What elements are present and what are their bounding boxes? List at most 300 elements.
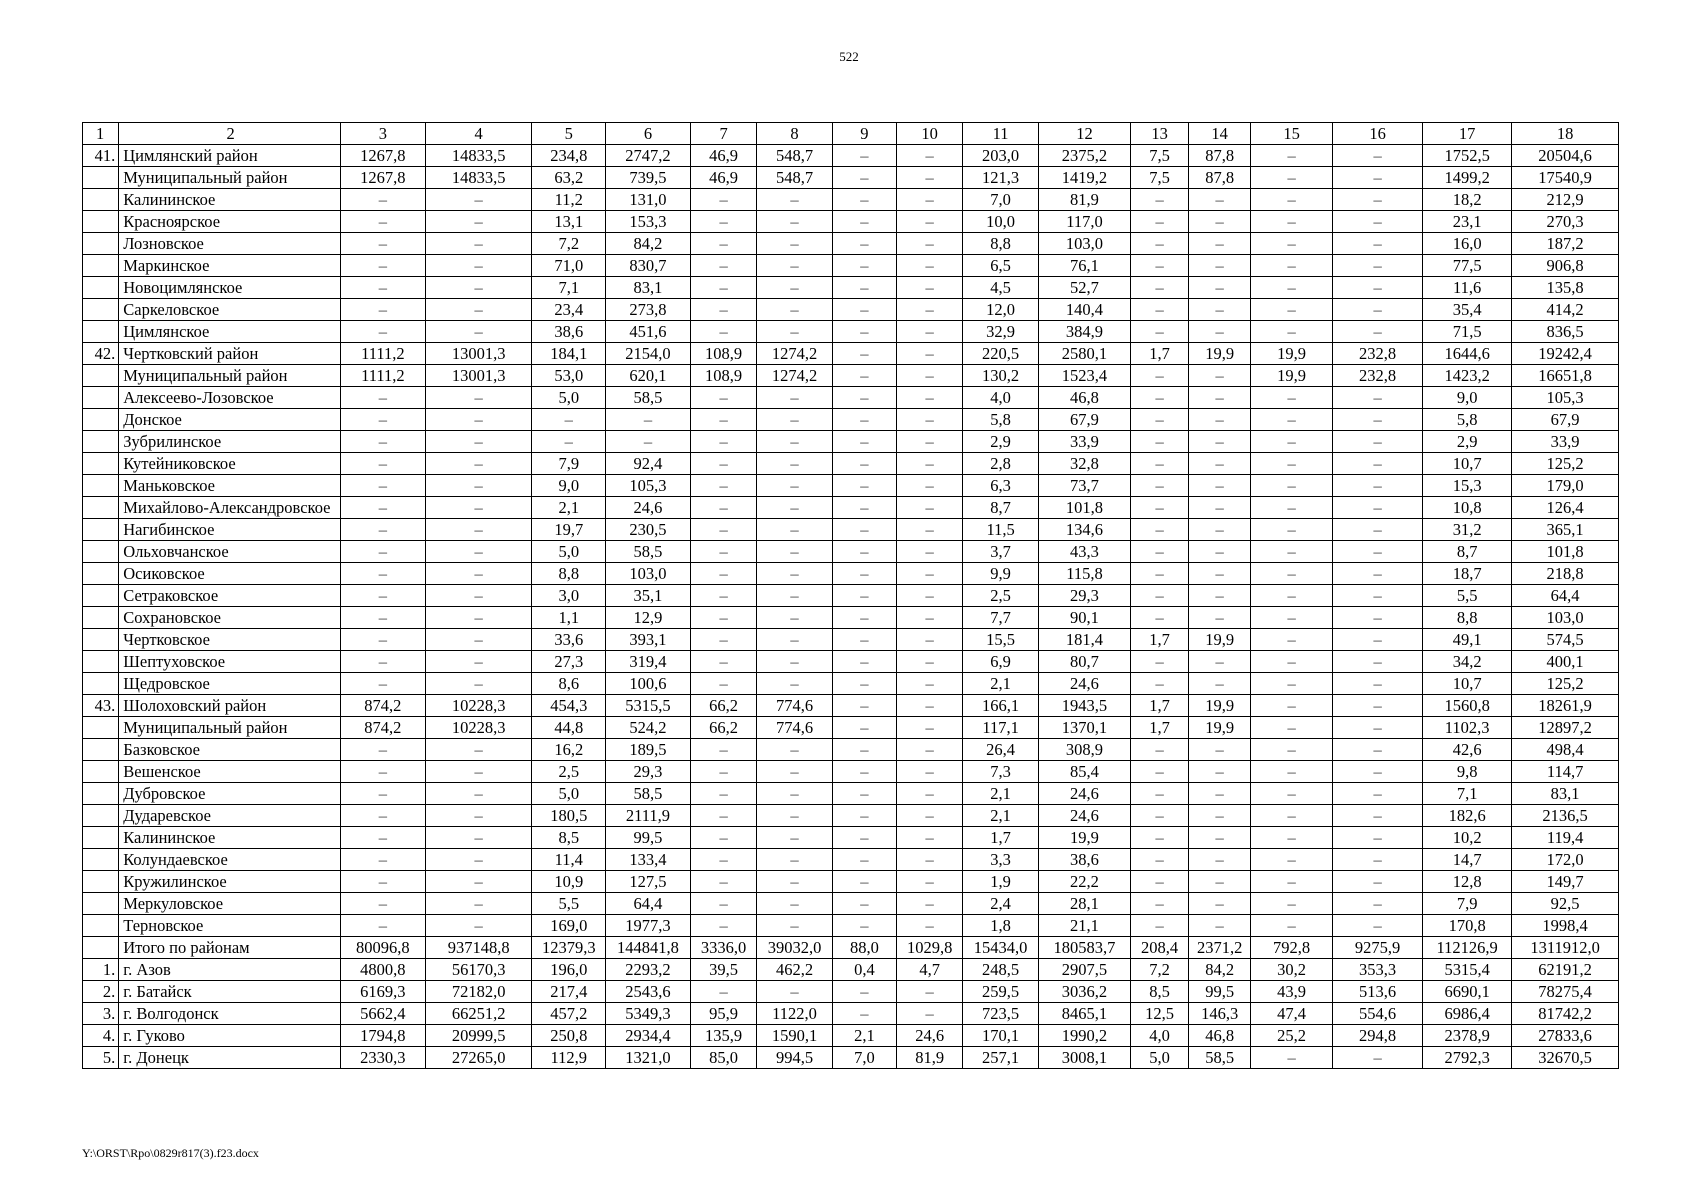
table-row [83,739,1619,761]
value-cell: 5,0 [1131,1047,1189,1069]
value-cell: – [690,915,756,937]
value-cell: 8,6 [532,673,606,695]
row-number-cell [83,299,119,321]
value-cell: – [897,365,963,387]
value-cell: – [1333,299,1423,321]
value-cell: – [757,585,833,607]
value-cell: 133,4 [606,849,691,871]
value-cell: – [1333,475,1423,497]
value-cell: 8,7 [1423,541,1512,563]
value-cell: 2136,5 [1512,805,1619,827]
value-cell: – [425,453,532,475]
value-cell: – [897,893,963,915]
row-name-cell: Муниципальный район [119,167,341,189]
value-cell: – [897,695,963,717]
value-cell: 16,0 [1423,233,1512,255]
value-cell: – [690,871,756,893]
value-cell: – [832,233,896,255]
value-cell: – [757,871,833,893]
value-cell: – [1251,915,1333,937]
value-cell: – [1251,563,1333,585]
row-name-cell: Колундаевское [119,849,341,871]
row-number-cell [83,585,119,607]
value-cell: 19,9 [1251,343,1333,365]
value-cell: 56170,3 [425,959,532,981]
value-cell: – [897,255,963,277]
value-cell: – [1251,585,1333,607]
value-cell: – [897,871,963,893]
value-cell: 1274,2 [757,343,833,365]
row-name-cell: г. Гуково [119,1025,341,1047]
table-row [83,299,1619,321]
value-cell: 1,7 [1131,343,1189,365]
value-cell: – [1333,717,1423,739]
value-cell: 47,4 [1251,1003,1333,1025]
row-number-cell [83,431,119,453]
value-cell: 1794,8 [340,1025,425,1047]
value-cell: – [1131,255,1189,277]
value-cell: 92,5 [1512,893,1619,915]
table-row [83,783,1619,805]
table-row [83,717,1619,739]
value-cell: – [340,585,425,607]
value-cell: – [340,299,425,321]
value-cell: 7,3 [963,761,1039,783]
value-cell: 7,1 [532,277,606,299]
value-cell: – [1251,761,1333,783]
table-row [83,805,1619,827]
value-cell: 273,8 [606,299,691,321]
value-cell: 19,9 [1189,695,1251,717]
header-cell: 17 [1423,123,1512,145]
value-cell: – [1189,849,1251,871]
row-number-cell [83,805,119,827]
value-cell: 212,9 [1512,189,1619,211]
value-cell: – [757,761,833,783]
value-cell: – [340,497,425,519]
value-cell: – [690,761,756,783]
row-number-cell [83,739,119,761]
value-cell: – [832,519,896,541]
row-number-cell: 41. [83,145,119,167]
value-cell: – [832,607,896,629]
value-cell: 58,5 [1189,1047,1251,1069]
value-cell: – [340,541,425,563]
value-cell: 24,6 [897,1025,963,1047]
value-cell: – [1251,431,1333,453]
value-cell: – [425,255,532,277]
value-cell: 774,6 [757,695,833,717]
value-cell: – [1251,849,1333,871]
value-cell: 95,9 [690,1003,756,1025]
value-cell: – [690,277,756,299]
row-number-cell [83,915,119,937]
header-cell: 11 [963,123,1039,145]
value-cell: 73,7 [1038,475,1130,497]
value-cell: – [1189,387,1251,409]
value-cell: 6690,1 [1423,981,1512,1003]
value-cell: – [340,805,425,827]
value-cell: 2934,4 [606,1025,691,1047]
row-name-cell: Осиковское [119,563,341,585]
value-cell: – [690,299,756,321]
value-cell: – [340,277,425,299]
value-cell: – [425,849,532,871]
value-cell: – [1131,365,1189,387]
row-number-cell: 43. [83,695,119,717]
value-cell: – [1189,805,1251,827]
value-cell: 64,4 [606,893,691,915]
value-cell: 10,7 [1423,673,1512,695]
value-cell: – [690,409,756,431]
value-cell: 2,4 [963,893,1039,915]
value-cell: – [897,607,963,629]
row-name-cell: Саркеловское [119,299,341,321]
table-row [83,453,1619,475]
value-cell: 548,7 [757,145,833,167]
row-number-cell [83,167,119,189]
value-cell: – [757,387,833,409]
value-cell: 7,0 [963,189,1039,211]
value-cell: 11,2 [532,189,606,211]
value-cell: – [1251,739,1333,761]
value-cell: 20504,6 [1512,145,1619,167]
value-cell: – [1251,805,1333,827]
value-cell: – [1131,475,1189,497]
value-cell: 2,9 [963,431,1039,453]
value-cell: – [832,1003,896,1025]
value-cell: – [1251,167,1333,189]
value-cell: 71,0 [532,255,606,277]
value-cell: – [425,233,532,255]
value-cell: 10228,3 [425,717,532,739]
header-cell: 6 [606,123,691,145]
value-cell: – [757,563,833,585]
row-number-cell [83,321,119,343]
value-cell: 1029,8 [897,937,963,959]
value-cell: – [425,541,532,563]
value-cell: 125,2 [1512,673,1619,695]
value-cell: – [1189,761,1251,783]
value-cell: 5,0 [532,783,606,805]
table-row [83,211,1619,233]
value-cell: – [832,277,896,299]
value-cell: 5349,3 [606,1003,691,1025]
value-cell: 117,0 [1038,211,1130,233]
value-cell: 19,9 [1251,365,1333,387]
value-cell: 20999,5 [425,1025,532,1047]
value-cell: 248,5 [963,959,1039,981]
row-name-cell: Красноярское [119,211,341,233]
value-cell: 12,8 [1423,871,1512,893]
value-cell: 84,2 [606,233,691,255]
value-cell: 2580,1 [1038,343,1130,365]
row-number-cell [83,277,119,299]
value-cell: – [832,805,896,827]
value-cell: 1590,1 [757,1025,833,1047]
value-cell: – [1333,629,1423,651]
value-cell: 64,4 [1512,585,1619,607]
value-cell: – [1251,409,1333,431]
value-cell: – [897,387,963,409]
table-row [83,937,1619,959]
value-cell: – [897,563,963,585]
value-cell: 1267,8 [340,145,425,167]
row-number-cell [83,189,119,211]
value-cell: 6,3 [963,475,1039,497]
value-cell: – [897,321,963,343]
value-cell: 58,5 [606,783,691,805]
row-number-cell [83,541,119,563]
value-cell: 3,7 [963,541,1039,563]
value-cell: 105,3 [1512,387,1619,409]
row-number-cell [83,937,119,959]
value-cell: – [1131,497,1189,519]
value-cell: 7,9 [1423,893,1512,915]
table-row [83,629,1619,651]
value-cell: 16,2 [532,739,606,761]
row-name-cell: Вешенское [119,761,341,783]
value-cell: – [1333,695,1423,717]
value-cell: – [690,805,756,827]
value-cell: – [757,211,833,233]
value-cell: – [832,871,896,893]
value-cell: – [757,497,833,519]
value-cell: 8,5 [532,827,606,849]
value-cell: 43,3 [1038,541,1130,563]
value-cell: – [1333,1047,1423,1069]
row-name-cell: Итого по районам [119,937,341,959]
value-cell: – [690,893,756,915]
value-cell: 2,1 [963,805,1039,827]
value-cell: – [425,607,532,629]
table-row [83,255,1619,277]
value-cell: – [340,915,425,937]
value-cell: 8465,1 [1038,1003,1130,1025]
value-cell: – [897,717,963,739]
value-cell: 90,1 [1038,607,1130,629]
row-name-cell: Нагибинское [119,519,341,541]
value-cell: 12,9 [606,607,691,629]
row-number-cell: 1. [83,959,119,981]
value-cell: 33,9 [1038,431,1130,453]
value-cell: – [1333,651,1423,673]
value-cell: 2,9 [1423,431,1512,453]
value-cell: – [832,629,896,651]
value-cell: – [1131,585,1189,607]
value-cell: – [1251,475,1333,497]
value-cell: – [1131,519,1189,541]
value-cell: 5315,4 [1423,959,1512,981]
value-cell: 7,9 [532,453,606,475]
header-cell: 3 [340,123,425,145]
value-cell: – [425,431,532,453]
value-cell: – [1131,387,1189,409]
value-cell: 140,4 [1038,299,1130,321]
value-cell: 232,8 [1333,343,1423,365]
value-cell: 84,2 [1189,959,1251,981]
row-name-cell: Алексеево-Лозовское [119,387,341,409]
header-cell: 8 [757,123,833,145]
value-cell: – [832,783,896,805]
value-cell: – [897,189,963,211]
value-cell: 10,0 [963,211,1039,233]
value-cell: 18,2 [1423,189,1512,211]
value-cell: – [1251,673,1333,695]
value-cell: 100,6 [606,673,691,695]
value-cell: – [532,409,606,431]
value-cell: – [1131,849,1189,871]
value-cell: 2,1 [963,673,1039,695]
table-row [83,1025,1619,1047]
value-cell: – [832,453,896,475]
value-cell: 80096,8 [340,937,425,959]
value-cell: 1423,2 [1423,365,1512,387]
value-cell: – [340,563,425,585]
value-cell: 2,5 [963,585,1039,607]
value-cell: 3036,2 [1038,981,1130,1003]
value-cell: 16651,8 [1512,365,1619,387]
value-cell: 38,6 [1038,849,1130,871]
value-cell: – [425,519,532,541]
value-cell: 10,2 [1423,827,1512,849]
row-name-cell: г. Донецк [119,1047,341,1069]
table-row [83,695,1619,717]
value-cell: 548,7 [757,167,833,189]
value-cell: – [757,673,833,695]
value-cell: 1419,2 [1038,167,1130,189]
value-cell: – [425,189,532,211]
value-cell: 29,3 [606,761,691,783]
value-cell: 6169,3 [340,981,425,1003]
value-cell: 250,8 [532,1025,606,1047]
value-cell: 85,4 [1038,761,1130,783]
value-cell: 39032,0 [757,937,833,959]
value-cell: – [1189,871,1251,893]
value-cell: 414,2 [1512,299,1619,321]
value-cell: – [1189,475,1251,497]
row-number-cell [83,255,119,277]
value-cell: – [832,651,896,673]
value-cell: – [1333,607,1423,629]
value-cell: 12,0 [963,299,1039,321]
header-cell: 4 [425,123,532,145]
value-cell: 9,0 [532,475,606,497]
value-cell: 2330,3 [340,1047,425,1069]
value-cell: – [1251,211,1333,233]
value-cell: – [1333,431,1423,453]
value-cell: 144841,8 [606,937,691,959]
value-cell: – [757,651,833,673]
value-cell: 9,9 [963,563,1039,585]
value-cell: – [1189,783,1251,805]
value-cell: – [425,761,532,783]
value-cell: 2111,9 [606,805,691,827]
value-cell: 462,2 [757,959,833,981]
table-row [83,343,1619,365]
header-cell: 5 [532,123,606,145]
row-number-cell [83,673,119,695]
value-cell: 67,9 [1038,409,1130,431]
value-cell: – [832,255,896,277]
value-cell: – [1189,739,1251,761]
value-cell: 2,1 [832,1025,896,1047]
value-cell: – [832,145,896,167]
value-cell: – [757,277,833,299]
value-cell: – [897,519,963,541]
value-cell: 184,1 [532,343,606,365]
value-cell: 2154,0 [606,343,691,365]
value-cell: – [1189,233,1251,255]
value-cell: 81742,2 [1512,1003,1619,1025]
row-name-cell: Базковское [119,739,341,761]
value-cell: 218,8 [1512,563,1619,585]
value-cell: 2,5 [532,761,606,783]
value-cell: – [1131,871,1189,893]
header-cell: 7 [690,123,756,145]
value-cell: 723,5 [963,1003,1039,1025]
table-row [83,167,1619,189]
value-cell: 384,9 [1038,321,1130,343]
value-cell: – [1251,893,1333,915]
value-cell: 874,2 [340,695,425,717]
value-cell: 31,2 [1423,519,1512,541]
value-cell: – [425,321,532,343]
value-cell: – [340,607,425,629]
value-cell: – [1189,321,1251,343]
table-row [83,321,1619,343]
value-cell: 7,7 [963,607,1039,629]
value-cell: – [1131,211,1189,233]
value-cell: – [425,299,532,321]
value-cell: 71,5 [1423,321,1512,343]
value-cell: – [897,1003,963,1025]
value-cell: 103,0 [1038,233,1130,255]
value-cell: 14833,5 [425,167,532,189]
value-cell: – [690,827,756,849]
value-cell: 792,8 [1251,937,1333,959]
value-cell: – [690,431,756,453]
value-cell: 1998,4 [1512,915,1619,937]
value-cell: – [1251,827,1333,849]
value-cell: 2543,6 [606,981,691,1003]
value-cell: 7,5 [1131,145,1189,167]
footer-file-path: Y:\ORST\Rpo\0829r817(3).f23.docx [82,1146,259,1160]
row-name-cell: Ольховчанское [119,541,341,563]
value-cell: – [340,629,425,651]
value-cell: – [832,541,896,563]
value-cell: – [1131,805,1189,827]
value-cell: – [340,453,425,475]
value-cell: 365,1 [1512,519,1619,541]
value-cell: 23,4 [532,299,606,321]
row-name-cell: Маньковское [119,475,341,497]
row-name-cell: г. Батайск [119,981,341,1003]
value-cell: 208,4 [1131,937,1189,959]
value-cell: 220,5 [963,343,1039,365]
row-number-cell [83,607,119,629]
row-name-cell: Чертковский район [119,343,341,365]
value-cell: 14,7 [1423,849,1512,871]
value-cell: – [1251,453,1333,475]
value-cell: 2371,2 [1189,937,1251,959]
value-cell: – [1189,915,1251,937]
value-cell: – [1333,761,1423,783]
value-cell: 87,8 [1189,145,1251,167]
value-cell: 1943,5 [1038,695,1130,717]
value-cell: – [1131,563,1189,585]
value-cell: 32,9 [963,321,1039,343]
